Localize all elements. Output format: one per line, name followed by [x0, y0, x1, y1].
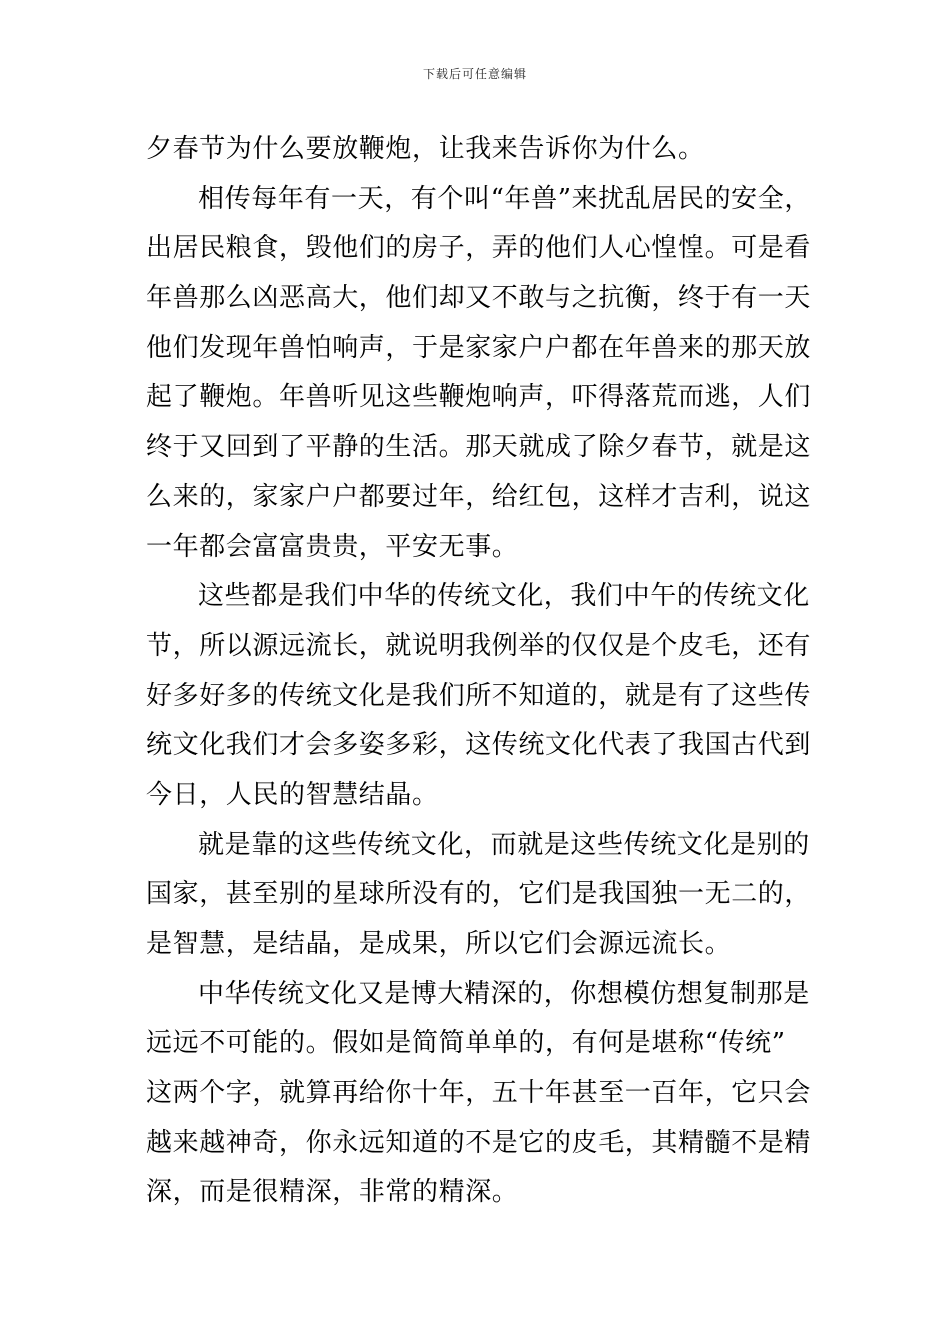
text-line: 就是靠的这些传统文化，而就是这些传统文化是别的: [198, 829, 810, 860]
text-line: 夕春节为什么要放鞭炮，让我来告诉你为什么。: [146, 134, 705, 164]
text-line: 国家，甚至别的星球所没有的，它们是我国独一无二的，: [146, 879, 812, 910]
text-line: 他们发现年兽怕响声，于是家家户户都在年兽来的那天放: [146, 332, 812, 363]
text-line: 么来的，家家户户都要过年，给红包，这样才吉利，说这: [146, 481, 812, 512]
page-header-note: 下载后可任意编辑: [422, 67, 527, 81]
text-line: 相传每年有一天，有个叫“年兽”来扰乱居民的安全，: [198, 183, 811, 214]
text-line: 越来越神奇，你永远知道的不是它的皮毛，其精髓不是精: [146, 1127, 812, 1158]
text-line: 远远不可能的。假如是简简单单的，有何是堪称“传统”: [146, 1028, 786, 1059]
text-line: 出居民粮食，毁他们的房子，弄的他们人心惶惶。可是看: [146, 233, 812, 264]
text-line: 好多好多的传统文化是我们所不知道的，就是有了这些传: [146, 680, 812, 711]
body-text: [146, 125, 810, 1218]
text-line: 这两个字，就算再给你十年，五十年甚至一百年，它只会: [146, 1078, 812, 1109]
text-line: 是智慧，是结晶，是成果，所以它们会源远流长。: [146, 929, 732, 959]
text-line: 中华传统文化又是博大精深的，你想模仿想复制那是: [198, 978, 810, 1009]
text-line: 这些都是我们中华的传统文化，我们中午的传统文化: [198, 581, 810, 612]
text-line: 一年都会富富贵贵，平安无事。: [146, 531, 519, 562]
text-line: 深，而是很精深，非常的精深。: [146, 1177, 519, 1208]
text-line: 终于又回到了平静的生活。那天就成了除夕春节，就是这: [146, 432, 812, 463]
text-line: 起了鞭炮。年兽听见这些鞭炮响声，吓得落荒而逃，人们: [146, 382, 812, 413]
text-line: 年兽那么凶恶高大，他们却又不敢与之抗衡，终于有一天: [146, 283, 812, 314]
text-line: 统文化我们才会多姿多彩，这传统文化代表了我国古代到: [146, 730, 812, 761]
text-line: 今日，人民的智慧结晶。: [146, 779, 439, 810]
text-line: 节，所以源远流长，就说明我例举的仅仅是个皮毛，还有: [146, 630, 812, 661]
